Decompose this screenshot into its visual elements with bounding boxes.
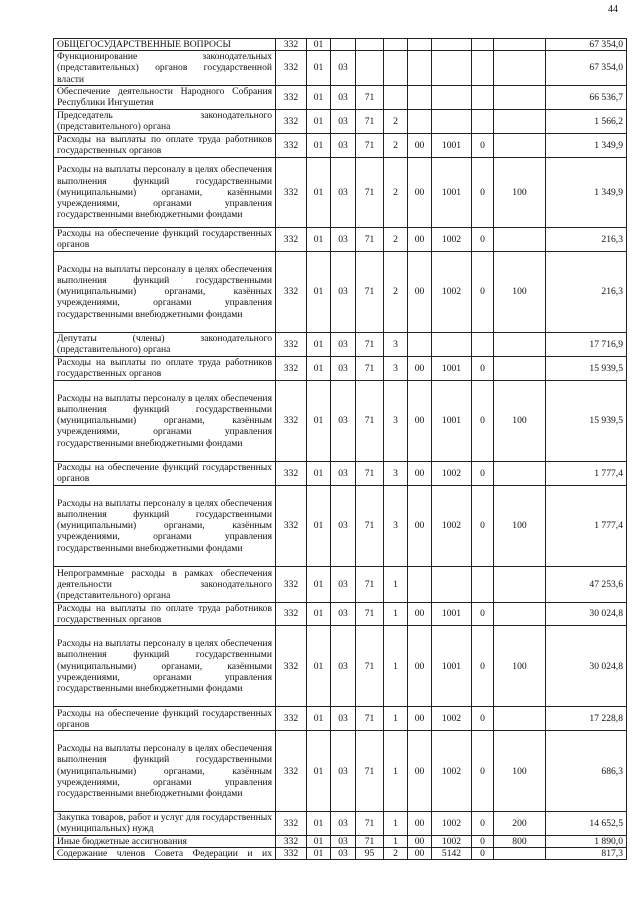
table-row	[54, 707, 627, 731]
cell-program: 71	[356, 380, 384, 461]
cell-ministry: 332	[276, 731, 307, 812]
table-body	[54, 39, 627, 860]
cell-description: Расходы на обеспечение функций государственных органов	[54, 461, 276, 485]
cell-amount: 15 939,5	[546, 380, 627, 461]
cell-extra: 0	[472, 626, 494, 707]
cell-subprogram: 1	[384, 731, 408, 812]
cell-subsection: 03	[331, 157, 356, 227]
cell-subprogram: 3	[384, 356, 408, 380]
cell-program: 71	[356, 707, 384, 731]
cell-ministry: 332	[276, 157, 307, 227]
cell-code	[432, 39, 472, 51]
cell-description: Расходы на выплаты персоналу в целях обеспечения выполнения функций государственными (муниципальными) органами, казённых учреждениями, органами управления государственными внебюджетными фондами	[54, 251, 276, 332]
cell-description: ОБЩЕГОСУДАРСТВЕННЫЕ ВОПРОСЫ	[54, 39, 276, 51]
cell-program: 71	[356, 332, 384, 356]
cell-expense-type	[494, 332, 546, 356]
cell-subprogram: 3	[384, 380, 408, 461]
cell-amount: 216,3	[546, 227, 627, 251]
cell-subsection: 03	[331, 707, 356, 731]
cell-expense-type: 800	[494, 835, 546, 847]
cell-subprogram: 1	[384, 626, 408, 707]
cell-section: 01	[307, 566, 331, 602]
cell-group: 00	[408, 461, 432, 485]
cell-ministry: 332	[276, 602, 307, 625]
budget-table	[53, 38, 627, 860]
table-row	[54, 109, 627, 133]
cell-group	[408, 109, 432, 133]
cell-subprogram: 1	[384, 566, 408, 602]
cell-group: 00	[408, 380, 432, 461]
cell-ministry: 332	[276, 380, 307, 461]
cell-subprogram: 1	[384, 707, 408, 731]
table-row	[54, 626, 627, 707]
cell-ministry: 332	[276, 251, 307, 332]
cell-subsection: 03	[331, 251, 356, 332]
table-row	[54, 332, 627, 356]
cell-amount: 1 890,0	[546, 835, 627, 847]
cell-description: Обеспечение деятельности Народного Собрания Республики Ингушетия	[54, 85, 276, 109]
cell-description: Председатель законодательного (представительного) органа	[54, 109, 276, 133]
cell-extra: 0	[472, 707, 494, 731]
cell-section: 01	[307, 227, 331, 251]
cell-group: 00	[408, 812, 432, 835]
cell-description: Расходы на выплаты персоналу в целях обеспечения выполнения функций государственными (муниципальными) органами, казённым учреждениями, органами управления государственными внебюджетными фондами	[54, 380, 276, 461]
cell-extra: 0	[472, 227, 494, 251]
cell-expense-type	[494, 356, 546, 380]
cell-subprogram: 1	[384, 835, 408, 847]
cell-section: 01	[307, 461, 331, 485]
cell-subsection: 03	[331, 485, 356, 566]
cell-ministry: 332	[276, 39, 307, 51]
cell-expense-type	[494, 602, 546, 625]
cell-program: 71	[356, 566, 384, 602]
cell-amount: 216,3	[546, 251, 627, 332]
table-row	[54, 227, 627, 251]
cell-expense-type	[494, 51, 546, 86]
cell-extra	[472, 566, 494, 602]
cell-group: 00	[408, 626, 432, 707]
table-row	[54, 812, 627, 835]
table-row	[54, 356, 627, 380]
cell-amount: 47 253,6	[546, 566, 627, 602]
cell-amount: 686,3	[546, 731, 627, 812]
cell-ministry: 332	[276, 707, 307, 731]
cell-code: 5142	[432, 847, 472, 859]
cell-subsection: 03	[331, 85, 356, 109]
table-row	[54, 251, 627, 332]
cell-section: 01	[307, 485, 331, 566]
cell-amount: 67 354,0	[546, 39, 627, 51]
cell-ministry: 332	[276, 85, 307, 109]
cell-expense-type: 100	[494, 380, 546, 461]
cell-extra: 0	[472, 835, 494, 847]
cell-description: Содержание членов Совета Федерации и их	[54, 847, 276, 859]
cell-code: 1001	[432, 626, 472, 707]
cell-expense-type	[494, 109, 546, 133]
table-row	[54, 380, 627, 461]
cell-expense-type	[494, 847, 546, 859]
cell-description: Расходы на выплаты по оплате труда работников государственных органов	[54, 356, 276, 380]
cell-group: 00	[408, 847, 432, 859]
cell-program: 71	[356, 626, 384, 707]
cell-expense-type	[494, 227, 546, 251]
cell-expense-type: 100	[494, 731, 546, 812]
cell-subprogram: 2	[384, 847, 408, 859]
cell-subsection: 03	[331, 835, 356, 847]
cell-program: 71	[356, 157, 384, 227]
cell-subsection: 03	[331, 380, 356, 461]
cell-program	[356, 39, 384, 51]
cell-amount: 14 652,5	[546, 812, 627, 835]
cell-extra: 0	[472, 380, 494, 461]
cell-subprogram: 2	[384, 251, 408, 332]
cell-ministry: 332	[276, 51, 307, 86]
cell-description: Закупка товаров, работ и услуг для государственных (муниципальных) нужд	[54, 812, 276, 835]
cell-program: 71	[356, 227, 384, 251]
cell-subsection: 03	[331, 109, 356, 133]
cell-code: 1002	[432, 227, 472, 251]
cell-section: 01	[307, 157, 331, 227]
cell-subprogram	[384, 51, 408, 86]
cell-subprogram: 3	[384, 461, 408, 485]
cell-code	[432, 85, 472, 109]
cell-code: 1001	[432, 356, 472, 380]
cell-code	[432, 51, 472, 86]
cell-code	[432, 332, 472, 356]
cell-subsection: 03	[331, 332, 356, 356]
table-row	[54, 85, 627, 109]
table-row	[54, 835, 627, 847]
cell-extra: 0	[472, 157, 494, 227]
cell-description: Расходы на выплаты по оплате труда работников государственных органов	[54, 602, 276, 625]
cell-code: 1002	[432, 731, 472, 812]
cell-subsection: 03	[331, 602, 356, 625]
cell-subprogram: 3	[384, 485, 408, 566]
cell-description: Депутаты (члены) законодательного (представительного) органа	[54, 332, 276, 356]
cell-subsection: 03	[331, 626, 356, 707]
cell-description: Расходы на обеспечение функций государственных органов	[54, 227, 276, 251]
cell-expense-type: 200	[494, 812, 546, 835]
cell-extra: 0	[472, 847, 494, 859]
cell-ministry: 332	[276, 133, 307, 157]
cell-program: 71	[356, 461, 384, 485]
cell-code: 1002	[432, 707, 472, 731]
cell-code: 1002	[432, 485, 472, 566]
cell-subsection: 03	[331, 133, 356, 157]
cell-ministry: 332	[276, 566, 307, 602]
cell-group: 00	[408, 227, 432, 251]
cell-program: 71	[356, 812, 384, 835]
cell-expense-type	[494, 461, 546, 485]
cell-amount: 30 024,8	[546, 626, 627, 707]
table-row	[54, 133, 627, 157]
cell-expense-type: 100	[494, 157, 546, 227]
cell-expense-type	[494, 39, 546, 51]
cell-section: 01	[307, 731, 331, 812]
cell-group: 00	[408, 707, 432, 731]
cell-program: 71	[356, 602, 384, 625]
cell-subsection: 03	[331, 812, 356, 835]
cell-group: 00	[408, 835, 432, 847]
cell-extra	[472, 109, 494, 133]
cell-ministry: 332	[276, 356, 307, 380]
cell-extra: 0	[472, 602, 494, 625]
cell-amount: 1 777,4	[546, 461, 627, 485]
cell-extra: 0	[472, 461, 494, 485]
cell-description: Расходы на выплаты персоналу в целях обеспечения выполнения функций государственными (муниципальными) органами, казённым учреждениями, органами управления государственными внебюджетными фондами	[54, 485, 276, 566]
cell-code: 1001	[432, 380, 472, 461]
cell-program: 71	[356, 85, 384, 109]
cell-expense-type	[494, 133, 546, 157]
cell-amount: 15 939,5	[546, 356, 627, 380]
cell-section: 01	[307, 356, 331, 380]
cell-ministry: 332	[276, 812, 307, 835]
cell-amount: 30 024,8	[546, 602, 627, 625]
cell-subprogram: 1	[384, 602, 408, 625]
cell-section: 01	[307, 847, 331, 859]
cell-group: 00	[408, 133, 432, 157]
cell-subsection: 03	[331, 847, 356, 859]
table-row	[54, 461, 627, 485]
cell-program: 71	[356, 133, 384, 157]
cell-code	[432, 109, 472, 133]
cell-section: 01	[307, 251, 331, 332]
cell-subsection: 03	[331, 356, 356, 380]
table-row	[54, 485, 627, 566]
table-row	[54, 602, 627, 625]
cell-amount: 1 777,4	[546, 485, 627, 566]
cell-group: 00	[408, 485, 432, 566]
cell-code: 1001	[432, 602, 472, 625]
cell-amount: 17 228,8	[546, 707, 627, 731]
cell-program: 71	[356, 485, 384, 566]
cell-code	[432, 566, 472, 602]
cell-program: 71	[356, 251, 384, 332]
cell-extra: 0	[472, 812, 494, 835]
cell-group	[408, 51, 432, 86]
cell-ministry: 332	[276, 332, 307, 356]
cell-group	[408, 39, 432, 51]
cell-program: 71	[356, 835, 384, 847]
cell-section: 01	[307, 85, 331, 109]
cell-section: 01	[307, 707, 331, 731]
cell-expense-type: 100	[494, 251, 546, 332]
cell-group: 00	[408, 251, 432, 332]
cell-amount: 66 536,7	[546, 85, 627, 109]
cell-extra: 0	[472, 485, 494, 566]
cell-extra: 0	[472, 731, 494, 812]
cell-group: 00	[408, 731, 432, 812]
cell-amount: 17 716,9	[546, 332, 627, 356]
page-number: 44	[608, 4, 618, 15]
cell-description: Расходы на выплаты по оплате труда работников государственных органов	[54, 133, 276, 157]
cell-amount: 1 349,9	[546, 133, 627, 157]
cell-ministry: 332	[276, 485, 307, 566]
cell-program: 71	[356, 356, 384, 380]
cell-subprogram: 2	[384, 157, 408, 227]
cell-extra	[472, 85, 494, 109]
cell-section: 01	[307, 835, 331, 847]
cell-ministry: 332	[276, 109, 307, 133]
cell-expense-type	[494, 707, 546, 731]
cell-ministry: 332	[276, 847, 307, 859]
cell-group: 00	[408, 157, 432, 227]
cell-description: Функционирование законодательных (представительных) органов государственной власти	[54, 51, 276, 86]
cell-expense-type: 100	[494, 485, 546, 566]
cell-ministry: 332	[276, 461, 307, 485]
cell-extra: 0	[472, 356, 494, 380]
cell-description: Непрограммные расходы в рамках обеспечения деятельности законодательного (представительного) органа	[54, 566, 276, 602]
cell-program: 95	[356, 847, 384, 859]
cell-extra: 0	[472, 133, 494, 157]
cell-code: 1002	[432, 251, 472, 332]
cell-description: Расходы на обеспечение функций государственных органов	[54, 707, 276, 731]
cell-code: 1002	[432, 812, 472, 835]
cell-subprogram: 2	[384, 133, 408, 157]
cell-subprogram: 1	[384, 812, 408, 835]
cell-subprogram	[384, 39, 408, 51]
cell-code: 1002	[432, 461, 472, 485]
cell-code: 1001	[432, 157, 472, 227]
cell-expense-type	[494, 566, 546, 602]
table-row	[54, 566, 627, 602]
cell-amount: 1 349,9	[546, 157, 627, 227]
cell-program: 71	[356, 109, 384, 133]
table-row	[54, 51, 627, 86]
cell-code: 1002	[432, 835, 472, 847]
cell-subsection: 03	[331, 566, 356, 602]
cell-program	[356, 51, 384, 86]
cell-subprogram	[384, 85, 408, 109]
cell-section: 01	[307, 109, 331, 133]
cell-section: 01	[307, 332, 331, 356]
cell-section: 01	[307, 51, 331, 86]
cell-group: 00	[408, 356, 432, 380]
cell-section: 01	[307, 626, 331, 707]
cell-group: 00	[408, 602, 432, 625]
cell-amount: 1 566,2	[546, 109, 627, 133]
cell-group	[408, 566, 432, 602]
cell-extra: 0	[472, 251, 494, 332]
cell-extra	[472, 51, 494, 86]
cell-amount: 67 354,0	[546, 51, 627, 86]
cell-expense-type	[494, 85, 546, 109]
cell-description: Расходы на выплаты персоналу в целях обеспечения выполнения функций государственными (муниципальными) органами, казёнными учреждениями, органами управления государственными внебюджетными фондами	[54, 157, 276, 227]
table-row	[54, 157, 627, 227]
cell-section: 01	[307, 133, 331, 157]
cell-group	[408, 332, 432, 356]
cell-subsection: 03	[331, 731, 356, 812]
cell-section: 01	[307, 380, 331, 461]
table-row	[54, 731, 627, 812]
cell-section: 01	[307, 39, 331, 51]
cell-subprogram: 2	[384, 109, 408, 133]
cell-expense-type: 100	[494, 626, 546, 707]
cell-code: 1001	[432, 133, 472, 157]
cell-description: Иные бюджетные ассигнования	[54, 835, 276, 847]
cell-subsection: 03	[331, 51, 356, 86]
cell-section: 01	[307, 602, 331, 625]
cell-subprogram: 2	[384, 227, 408, 251]
cell-subprogram: 3	[384, 332, 408, 356]
table-row	[54, 847, 627, 859]
table-row	[54, 39, 627, 51]
cell-extra	[472, 332, 494, 356]
cell-ministry: 332	[276, 835, 307, 847]
cell-description: Расходы на выплаты персоналу в целях обеспечения выполнения функций государственными (муниципальными) органами, казёнными учреждениями, органами управления государственными внебюджетными фондами	[54, 626, 276, 707]
cell-subsection: 03	[331, 461, 356, 485]
cell-ministry: 332	[276, 227, 307, 251]
cell-extra	[472, 39, 494, 51]
cell-section: 01	[307, 812, 331, 835]
cell-amount: 817,3	[546, 847, 627, 859]
cell-subsection	[331, 39, 356, 51]
cell-description: Расходы на выплаты персоналу в целях обеспечения выполнения функций государственными (муниципальными) органами, казённым учреждениями, органами управления государственными внебюджетными фондами	[54, 731, 276, 812]
cell-program: 71	[356, 731, 384, 812]
cell-ministry: 332	[276, 626, 307, 707]
cell-subsection: 03	[331, 227, 356, 251]
cell-group	[408, 85, 432, 109]
